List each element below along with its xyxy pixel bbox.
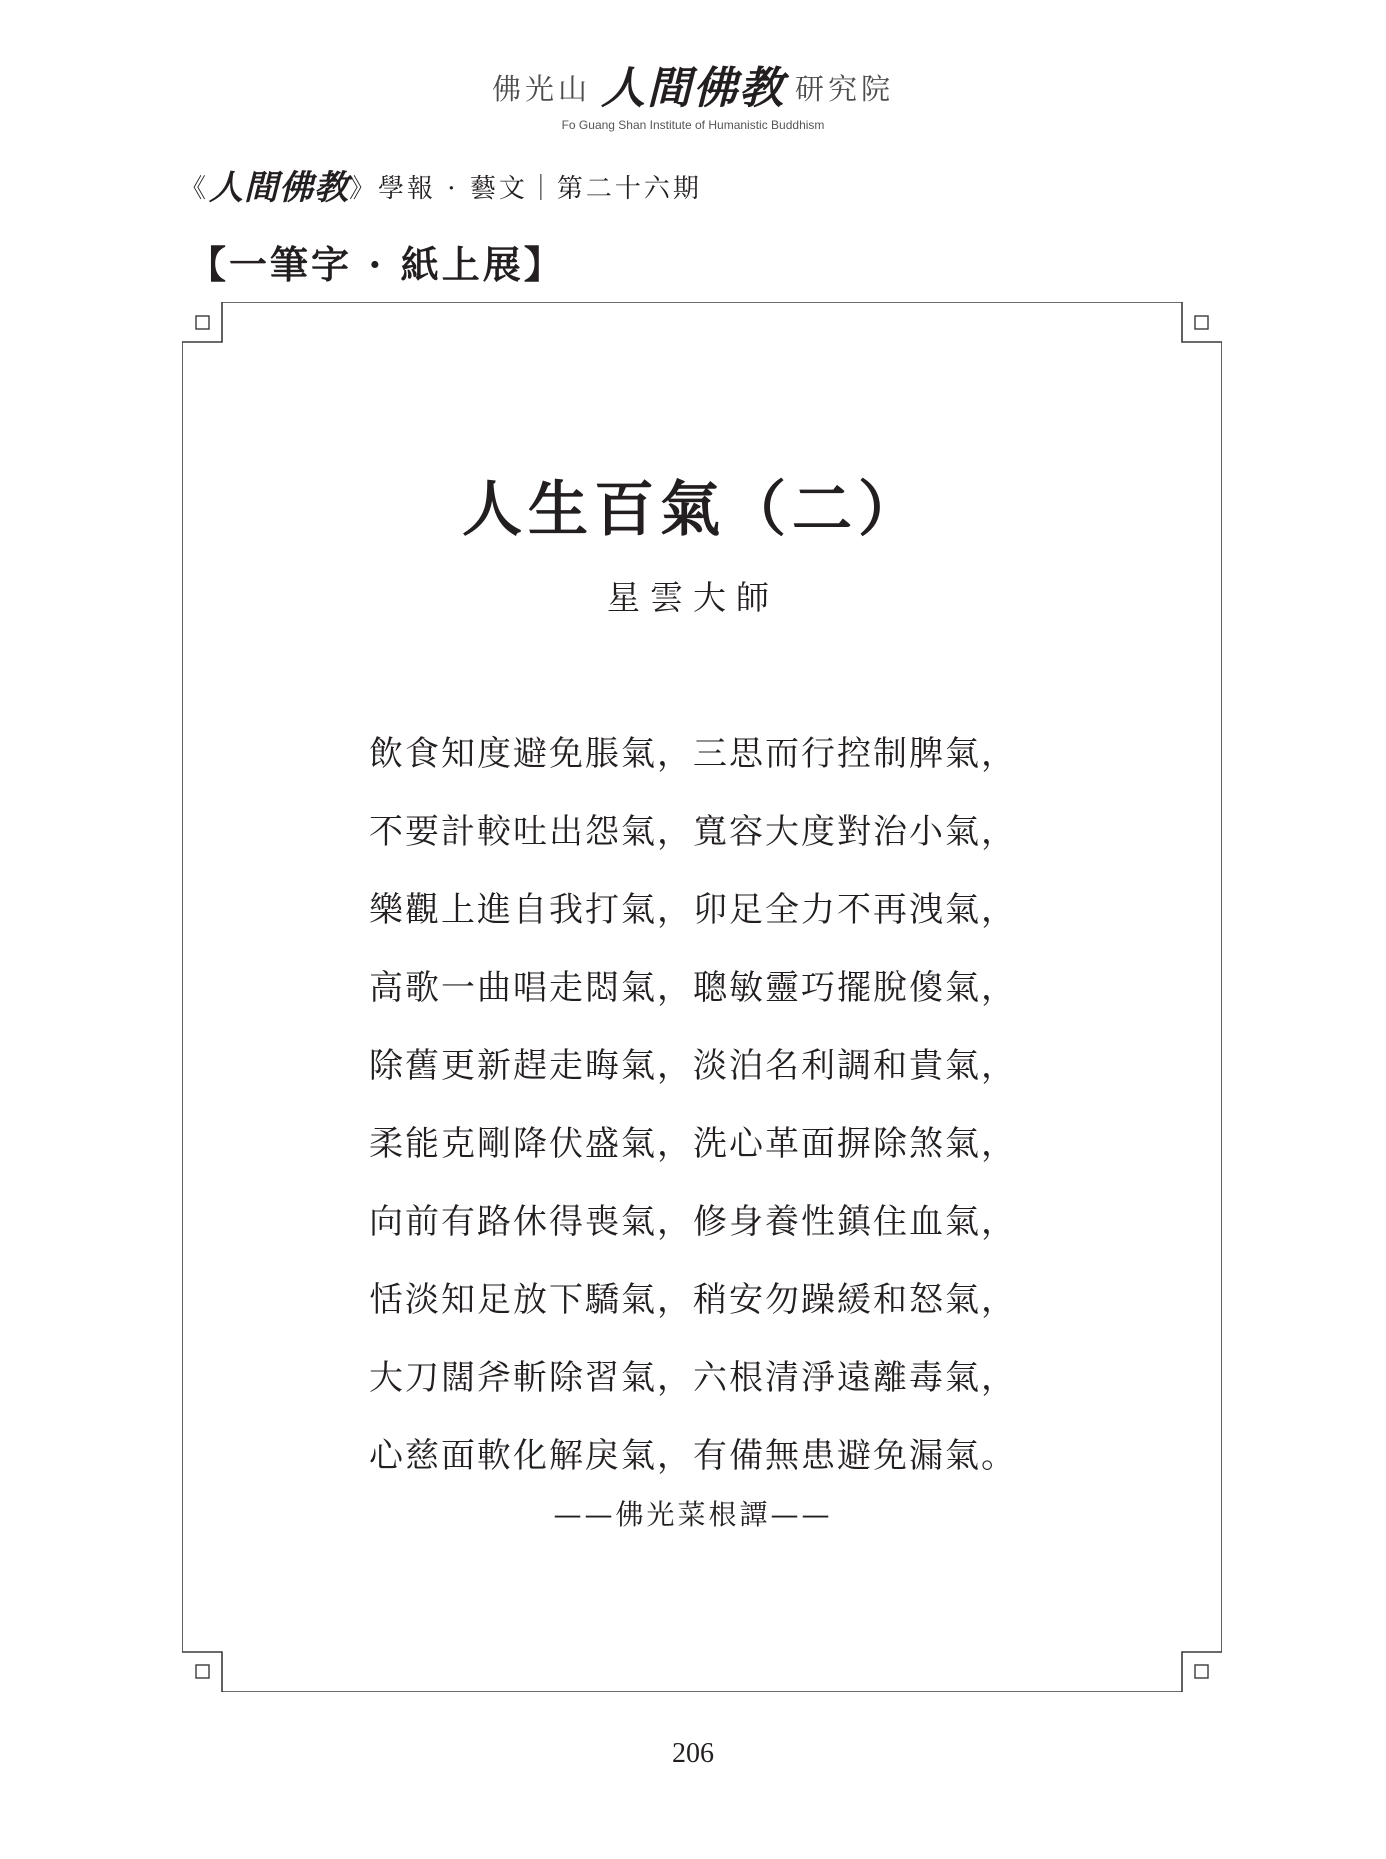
corner-ornament-bottom-right (1195, 1665, 1208, 1678)
poem-line: 樂觀上進自我打氣，卯足全力不再洩氣， (369, 890, 1017, 930)
poem-line: 飲食知度避免脹氣，三思而行控制脾氣， (369, 734, 1017, 774)
institute-english-name: Fo Guang Shan Institute of Humanistic Buddhism (561, 118, 825, 132)
journal-brand-logo: 人間佛教 (209, 168, 350, 208)
journal-close-bracket: 》 (349, 174, 379, 204)
poem-author: 星雲大師 (607, 578, 779, 617)
corner-ornament-top-right (1195, 316, 1208, 329)
institute-suffix: 研究院 (795, 72, 895, 106)
journal-header (180, 160, 702, 209)
poem-line: 不要計較吐出怨氣，寬容大度對治小氣， (369, 812, 1017, 852)
section-title: 【一筆字 · 紙上展】 (188, 242, 565, 287)
journal-issue-info: 學報 · 藝文｜第二十六期 (378, 174, 702, 204)
poem-line: 高歌一曲唱走悶氣，聰敏靈巧擺脫傻氣， (369, 968, 1017, 1008)
institute-brand-logo: 人間佛教 (601, 63, 785, 114)
corner-ornament-top-left (196, 316, 209, 329)
poem-line: 恬淡知足放下驕氣，稍安勿躁緩和怒氣， (369, 1280, 1017, 1320)
poem-line: 心慈面軟化解戾氣，有備無患避免漏氣。 (369, 1436, 1017, 1476)
poem-title: 人生百氣（二） (462, 475, 924, 545)
poem-line: 除舊更新趕走晦氣，淡泊名利調和貴氣， (369, 1046, 1017, 1086)
institute-header (0, 52, 1386, 132)
poem-source: ——佛光菜根譚—— (553, 1498, 833, 1531)
journal-open-bracket: 《 (180, 174, 210, 204)
poem-body (369, 726, 1069, 1506)
poem-line: 向前有路休得喪氣，修身養性鎮住血氣， (369, 1202, 1017, 1242)
poem-line: 大刀闊斧斬除習氣，六根清淨遠離毒氣， (369, 1358, 1017, 1398)
page-number: 206 (672, 1738, 714, 1769)
poem-line: 柔能克剛降伏盛氣，洗心革面摒除煞氣， (369, 1124, 1017, 1164)
corner-ornament-bottom-left (196, 1665, 209, 1678)
institute-name (0, 52, 1386, 116)
institute-prefix: 佛光山 (491, 72, 591, 106)
